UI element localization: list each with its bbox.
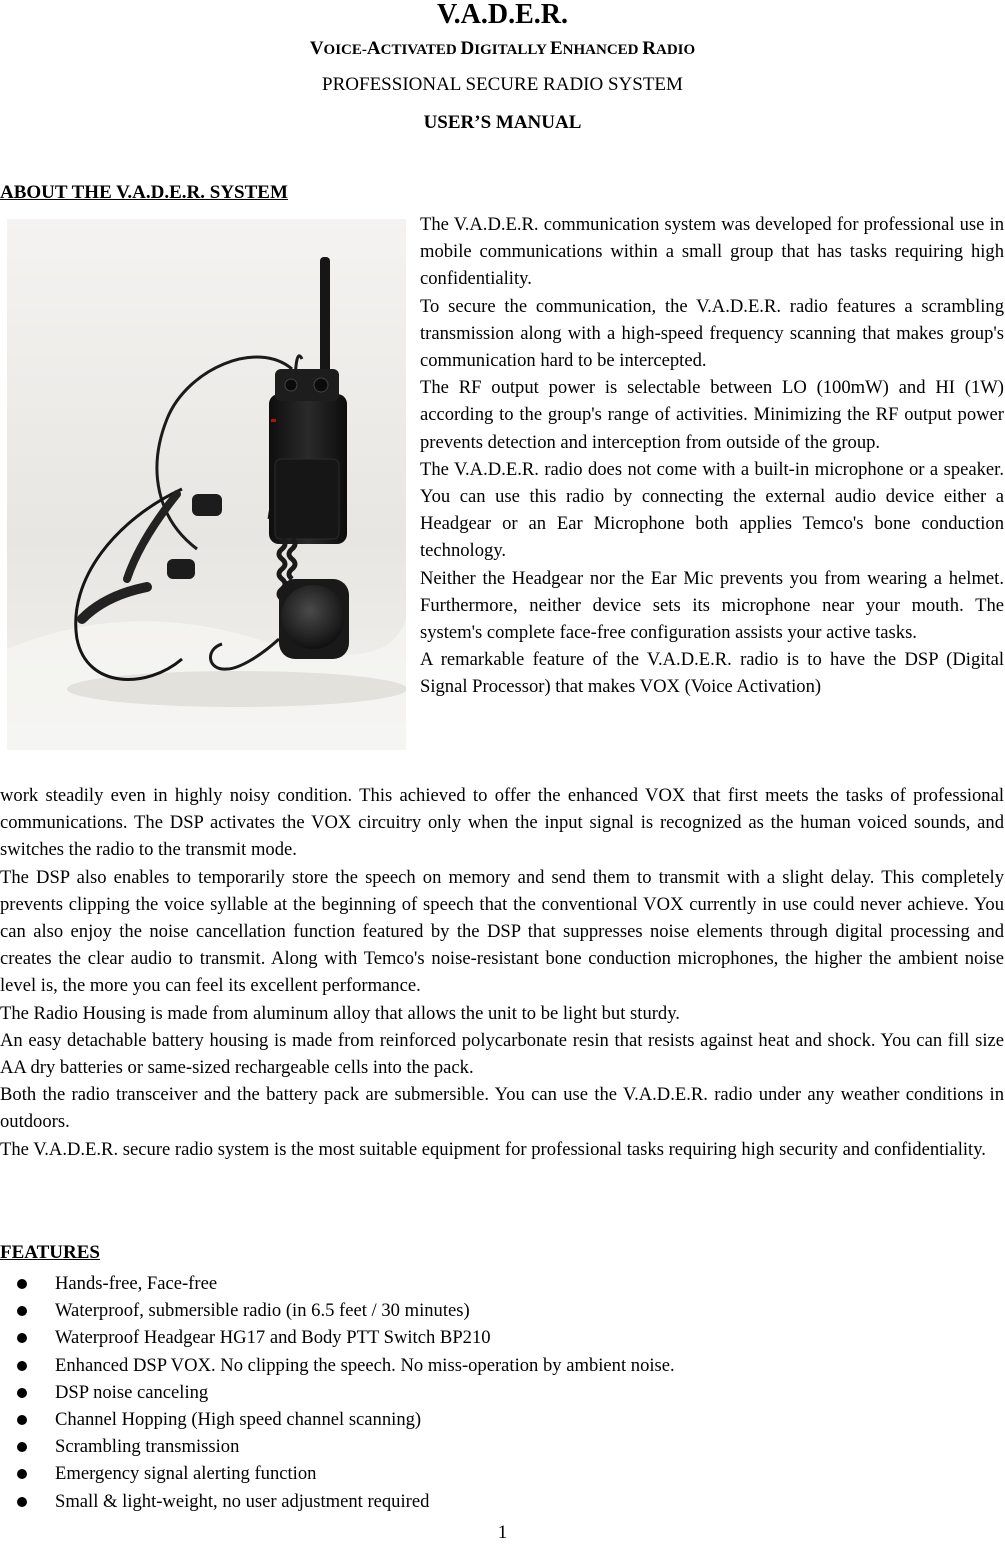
subtitle-initial: E — [549, 38, 563, 59]
list-item — [0, 1324, 675, 1351]
bullet-icon — [17, 1469, 27, 1479]
feature-text: Emergency signal alerting function — [55, 1463, 317, 1485]
subtitle-rest: OICE- — [323, 42, 367, 58]
about-paragraph: work steadily even in highly noisy condition. This achieved to offer the enhanced VOX that first meets the tasks of professional communications. The DSP activates the VOX circuitry only when the input signal is recognized as the human voiced sounds, and switches the radio to the transmit mode. — [0, 785, 1004, 861]
page-number: 1 — [497, 1522, 508, 1543]
document-title: V.A.D.E.R. — [437, 0, 568, 30]
about-heading: ABOUT THE V.A.D.E.R. SYSTEM — [0, 182, 288, 203]
feature-text: Waterproof, submersible radio (in 6.5 feet / 30 minutes) — [55, 1300, 470, 1322]
feature-text: DSP noise canceling — [55, 1381, 209, 1403]
list-item — [0, 1352, 675, 1379]
features-list — [0, 1270, 675, 1515]
list-item — [0, 1488, 675, 1515]
list-item — [0, 1379, 675, 1406]
bullet-icon — [17, 1442, 27, 1452]
radio-system-photo — [7, 219, 406, 750]
bullet-icon — [17, 1415, 27, 1425]
about-text-full-width — [0, 782, 1004, 1163]
list-item — [0, 1406, 675, 1433]
subtitle-initial: D — [460, 38, 475, 59]
subtitle-initial: V — [309, 38, 324, 59]
about-paragraph: The DSP also enables to temporarily store the speech on memory and send them to transmit with a slight delay. This completely prevents clipping the voice syllable at the beginning of speech that the conventional VOX currently in use could never achieve. You can also enjoy the noise cancellation function featured by the DSP that suppresses noise elements through digital processing and creates the clear audio to transmit. Along with Temco's noise-resistant bone conduction microphones, the higher the ambient noise level is, the more you can feel its excellent performance. — [0, 866, 1004, 997]
subtitle-rest: IGITALLY — [474, 42, 550, 58]
subtitle-rest: ADIO — [656, 42, 696, 58]
subtitle-initial: R — [642, 38, 656, 59]
about-paragraph: The V.A.D.E.R. radio does not come with a built-in microphone or a speaker. You can use this radio by connecting the external audio device either a Headgear or an Ear Microphone both applies Temco's bone conduction technology. — [420, 458, 1004, 562]
about-paragraph: The RF output power is selectable between LO (100mW) and HI (1W) according to the group's range of activities. Minimizing the RF output power prevents detection and interception from outside of the group. — [420, 377, 1004, 453]
about-paragraph: An easy detachable battery housing is made from reinforced polycarbonate resin that resists against heat and shock. You can fill size AA dry batteries or same-sized rechargeable cells into the pack. — [0, 1029, 1004, 1079]
about-paragraph: The Radio Housing is made from aluminum alloy that allows the unit to be light but sturdy. — [0, 1002, 680, 1024]
bullet-icon — [17, 1306, 27, 1316]
bullet-icon — [17, 1279, 27, 1289]
about-paragraph: Both the radio transceiver and the battery pack are submersible. You can use the V.A.D.E.R. radio under any weather conditions in outdoors. — [0, 1084, 1004, 1133]
system-name: PROFESSIONAL SECURE RADIO SYSTEM — [322, 74, 683, 95]
feature-text: Scrambling transmission — [55, 1436, 240, 1458]
about-paragraph: The V.A.D.E.R. secure radio system is the most suitable equipment for professional tasks requiring high security and confidentiality. — [0, 1138, 986, 1160]
list-item — [0, 1433, 675, 1460]
features-heading: FEATURES — [0, 1242, 100, 1263]
feature-text: Hands-free, Face-free — [55, 1273, 218, 1294]
manual-label: USER’S MANUAL — [423, 112, 582, 133]
list-item — [0, 1270, 675, 1297]
feature-text: Enhanced DSP VOX. No clipping the speech. No miss-operation by ambient noise. — [55, 1354, 675, 1376]
about-text-beside-photo — [420, 211, 1004, 701]
bullet-icon — [17, 1361, 27, 1371]
feature-text: Small & light-weight, no user adjustment required — [55, 1490, 430, 1512]
bullet-icon — [17, 1388, 27, 1398]
list-item — [0, 1460, 675, 1487]
list-item — [0, 1297, 675, 1324]
subtitle-rest: CTIVATED — [380, 42, 461, 58]
document-subtitle — [0, 39, 1005, 60]
about-paragraph: The V.A.D.E.R. communication system was developed for professional use in mobile communications within a small group that has tasks requiring high confidentiality. — [420, 214, 1004, 290]
about-paragraph: A remarkable feature of the V.A.D.E.R. radio is to have the DSP (Digital Signal Processor) that makes VOX (Voice Activation) — [420, 649, 1004, 698]
about-paragraph: Neither the Headgear nor the Ear Mic prevents you from wearing a helmet. Furthermore, neither device sets its microphone near your mouth. The system's complete face-free configuration assists your active tasks. — [420, 567, 1004, 644]
bullet-icon — [17, 1497, 27, 1507]
bullet-icon — [17, 1333, 27, 1343]
subtitle-rest: NHANCED — [562, 42, 643, 58]
about-paragraph: To secure the communication, the V.A.D.E.R. radio features a scrambling transmission along with a high-speed frequency scanning that makes group's communication hard to be intercepted. — [420, 295, 1004, 372]
feature-text: Waterproof Headgear HG17 and Body PTT Switch BP210 — [55, 1327, 491, 1349]
feature-text: Channel Hopping (High speed channel scanning) — [55, 1408, 422, 1430]
subtitle-initial: A — [366, 38, 381, 59]
